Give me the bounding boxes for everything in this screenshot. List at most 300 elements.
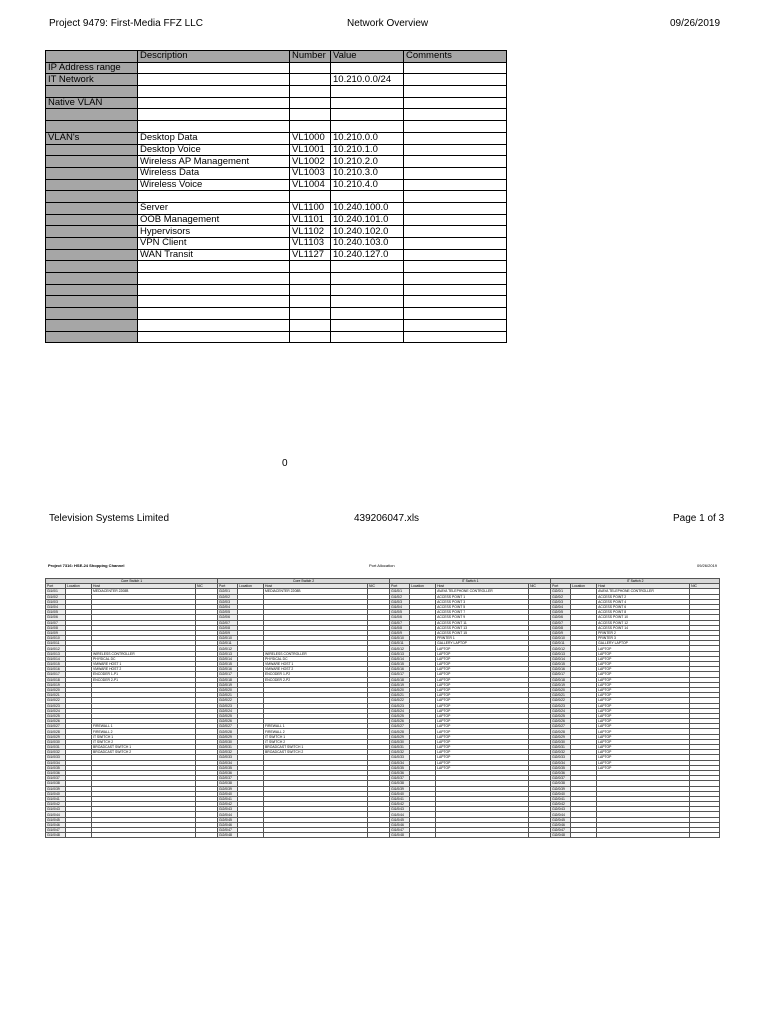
cell-label	[46, 331, 138, 343]
cell-value	[331, 296, 404, 308]
host-cell: LAPTOP	[597, 708, 690, 713]
port-cell: Gi2/0/40	[551, 791, 571, 796]
port-column-header: Location	[66, 584, 92, 589]
port-column-header: Host	[92, 584, 196, 589]
host-cell: AVAYA TELEPHONE CONTROLLER	[597, 589, 690, 594]
host-cell: LAPTOP	[597, 693, 690, 698]
port-cell: Gi2/0/41	[218, 796, 238, 801]
port-cell: Gi2/0/27	[551, 724, 571, 729]
host-cell: PHYSICAL DC	[264, 656, 368, 661]
table-row	[46, 144, 507, 156]
port-cell: Gi2/0/17	[551, 672, 571, 677]
host-cell: LAPTOP	[436, 703, 529, 708]
port-cell: Gi1/0/14	[46, 656, 66, 661]
port-cell: Gi2/0/4	[551, 604, 571, 609]
port-cell: Gi2/0/19	[218, 682, 238, 687]
port-cell: Gi1/0/29	[46, 734, 66, 739]
port-cell: Gi2/0/22	[551, 698, 571, 703]
port-cell: Gi2/0/34	[551, 760, 571, 765]
cell-description	[138, 121, 290, 133]
cell-comments	[404, 319, 507, 331]
cell-description: VPN Client	[138, 238, 290, 250]
cell-description: Wireless Data	[138, 167, 290, 179]
port-cell: Gi1/0/10	[46, 636, 66, 641]
cell-description: WAN Transit	[138, 249, 290, 261]
host-cell: ENCODER 1-P2	[264, 672, 368, 677]
port-cell: Gi2/0/27	[218, 724, 238, 729]
port-column-header: Location	[238, 584, 264, 589]
cell-number	[290, 261, 331, 273]
port-cell: Gi1/0/7	[390, 620, 410, 625]
cell-number	[290, 308, 331, 320]
port-cell: Gi2/0/8	[551, 625, 571, 630]
page-header-project: Project 9479: First-Media FFZ LLC	[49, 18, 203, 29]
switch-group-header: Core Switch 2	[218, 579, 390, 584]
port-cell: Gi2/0/10	[218, 636, 238, 641]
port-cell: Gi1/0/33	[390, 755, 410, 760]
port-cell: Gi2/0/3	[218, 599, 238, 604]
port-cell: Gi1/0/38	[390, 781, 410, 786]
host-cell: VMWARE HOST 2	[92, 667, 196, 672]
port-cell: Gi2/0/16	[551, 667, 571, 672]
cell-description	[138, 273, 290, 285]
host-cell: BROADCAST SWITCH 2	[92, 750, 196, 755]
table-row	[46, 121, 507, 133]
port-cell: Gi1/0/39	[390, 786, 410, 791]
host-cell: IT SWITCH 1	[264, 734, 368, 739]
cell-label	[46, 308, 138, 320]
port-cell: Gi1/0/18	[390, 677, 410, 682]
host-cell: BROADCAST SWITCH 2	[264, 750, 368, 755]
port-cell: Gi1/0/1	[390, 589, 410, 594]
port-cell: Gi1/0/31	[46, 745, 66, 750]
port-cell: Gi2/0/35	[551, 765, 571, 770]
cell-description	[138, 319, 290, 331]
port-cell: Gi2/0/24	[218, 708, 238, 713]
table-row	[46, 191, 507, 203]
port-cell: Gi1/0/5	[46, 610, 66, 615]
cell-value: 10.210.4.0	[331, 179, 404, 191]
port-cell: Gi1/0/35	[390, 765, 410, 770]
port-cell: Gi1/0/43	[46, 807, 66, 812]
host-cell: LAPTOP	[597, 703, 690, 708]
port-cell: Gi1/0/15	[46, 662, 66, 667]
port-cell: Gi2/0/32	[218, 750, 238, 755]
host-cell: LAPTOP	[597, 734, 690, 739]
switch-group-header: IT Switch 2	[551, 579, 720, 584]
cell-number	[290, 296, 331, 308]
page-footer-page-number: Page 1 of 3	[673, 513, 725, 524]
port-cell: Gi2/0/44	[551, 812, 571, 817]
table-row	[46, 261, 507, 273]
port-cell: Gi2/0/21	[551, 693, 571, 698]
host-cell	[92, 833, 196, 838]
port-cell: Gi1/0/17	[46, 672, 66, 677]
host-cell: LAPTOP	[597, 724, 690, 729]
port-cell: Gi2/0/28	[551, 729, 571, 734]
port-cell: Gi1/0/6	[46, 615, 66, 620]
host-cell: LAPTOP	[597, 755, 690, 760]
table-row	[46, 214, 507, 226]
host-cell: LAPTOP	[436, 760, 529, 765]
cell-description: Desktop Voice	[138, 144, 290, 156]
port-cell: Gi1/0/41	[390, 796, 410, 801]
cell-comments	[404, 132, 507, 144]
cell-number	[290, 109, 331, 121]
port-cell: Gi1/0/24	[390, 708, 410, 713]
port-cell: Gi2/0/47	[218, 828, 238, 833]
cell-description	[138, 62, 290, 74]
table-header-row	[46, 51, 507, 63]
port-cell: Gi2/0/26	[551, 719, 571, 724]
port-cell: Gi2/0/42	[551, 802, 571, 807]
switch-group-header: Core Switch 1	[46, 579, 218, 584]
port-cell: Gi1/0/19	[390, 682, 410, 687]
cell-description: Desktop Data	[138, 132, 290, 144]
cell-label	[46, 121, 138, 133]
port-cell: Gi2/0/12	[218, 646, 238, 651]
table-row	[46, 249, 507, 261]
host-cell	[436, 833, 529, 838]
host-cell: MEDIACENTER 2208B	[264, 589, 368, 594]
port-cell: Gi2/0/39	[218, 786, 238, 791]
cell-number	[290, 86, 331, 98]
port-cell: Gi1/0/46	[46, 822, 66, 827]
port-cell: Gi2/0/48	[218, 833, 238, 838]
host-cell: LAPTOP	[436, 729, 529, 734]
port-cell: Gi1/0/34	[390, 760, 410, 765]
port-cell: Gi1/0/12	[46, 646, 66, 651]
port-cell: Gi1/0/28	[390, 729, 410, 734]
port-cell: Gi2/0/26	[218, 719, 238, 724]
port-cell: Gi2/0/43	[218, 807, 238, 812]
host-cell: ACCESS POINT 4	[597, 599, 690, 604]
cell-value: 10.240.101.0	[331, 214, 404, 226]
port-cell: Gi2/0/20	[218, 687, 238, 692]
port-cell: Gi1/0/36	[46, 770, 66, 775]
cell-number	[290, 97, 331, 109]
host-cell: ENCODER 2-P2	[264, 677, 368, 682]
host-cell: LAPTOP	[436, 677, 529, 682]
port-cell: Gi1/0/4	[46, 604, 66, 609]
port-cell: Gi2/0/38	[551, 781, 571, 786]
port-column-header: Port	[46, 584, 66, 589]
host-cell: IT SWITCH 1	[92, 734, 196, 739]
port-cell: Gi2/0/15	[551, 662, 571, 667]
cell-value: 10.210.3.0	[331, 167, 404, 179]
port-cell: Gi1/0/18	[46, 677, 66, 682]
host-cell: AVAYA TELEPHONE CONTROLLER	[436, 589, 529, 594]
port-cell: Gi1/0/2	[46, 594, 66, 599]
cell-value: 10.210.0.0/24	[331, 74, 404, 86]
host-cell: LAPTOP	[597, 765, 690, 770]
port-cell: Gi1/0/1	[46, 589, 66, 594]
cell-value	[331, 284, 404, 296]
cell-comments	[404, 249, 507, 261]
port-cell: Gi1/0/40	[46, 791, 66, 796]
host-cell: LAPTOP	[436, 646, 529, 651]
port-cell: Gi1/0/15	[390, 662, 410, 667]
port-cell: Gi2/0/4	[218, 604, 238, 609]
table-row	[46, 296, 507, 308]
table-row	[46, 226, 507, 238]
cell-comments	[404, 273, 507, 285]
cell-label	[46, 156, 138, 168]
port-cell: Gi2/0/7	[218, 620, 238, 625]
port-cell: Gi2/0/44	[218, 812, 238, 817]
host-cell: LAPTOP	[436, 698, 529, 703]
host-cell: LAPTOP	[597, 729, 690, 734]
host-cell: LAPTOP	[597, 651, 690, 656]
page-header-title: Network Overview	[347, 18, 429, 29]
host-cell: LAPTOP	[597, 646, 690, 651]
port-cell: Gi2/0/46	[218, 822, 238, 827]
column-header-number: Number	[290, 51, 331, 63]
cell-number	[290, 191, 331, 203]
host-cell: FIREWALL 2	[92, 729, 196, 734]
port-cell: Gi1/0/30	[390, 739, 410, 744]
port-cell: Gi2/0/36	[551, 770, 571, 775]
cell-description	[138, 261, 290, 273]
table-row	[46, 308, 507, 320]
table-row	[46, 109, 507, 121]
port-cell: Gi2/0/7	[551, 620, 571, 625]
port-row	[46, 833, 720, 838]
host-cell: PRINTER 2	[597, 630, 690, 635]
cell-description: OOB Management	[138, 214, 290, 226]
port-column-header: Port	[551, 584, 571, 589]
port-cell: Gi2/0/9	[218, 630, 238, 635]
port-cell: Gi1/0/45	[46, 817, 66, 822]
host-cell: BROADCAST SWITCH 1	[264, 745, 368, 750]
cell-label	[46, 144, 138, 156]
host-cell: ACCESS POINT 10	[597, 615, 690, 620]
host-cell: ENCODER 1-P1	[92, 672, 196, 677]
nic-cell	[529, 833, 551, 838]
port-cell: Gi1/0/9	[390, 630, 410, 635]
table-row	[46, 179, 507, 191]
port-cell: Gi2/0/14	[551, 656, 571, 661]
port-cell: Gi1/0/36	[390, 770, 410, 775]
port-cell: Gi2/0/12	[551, 646, 571, 651]
port-cell: Gi1/0/34	[46, 760, 66, 765]
cell-comments	[404, 261, 507, 273]
port-cell: Gi1/0/16	[390, 667, 410, 672]
table-row	[46, 156, 507, 168]
cell-value	[331, 308, 404, 320]
host-cell: LAPTOP	[436, 682, 529, 687]
port-cell: Gi1/0/44	[46, 812, 66, 817]
port-cell: Gi2/0/23	[218, 703, 238, 708]
port-column-header: Host	[597, 584, 690, 589]
cell-label	[46, 214, 138, 226]
port-cell: Gi1/0/19	[46, 682, 66, 687]
location-cell	[410, 833, 436, 838]
port-cell: Gi2/0/22	[218, 698, 238, 703]
nic-cell	[368, 833, 390, 838]
port-cell: Gi2/0/14	[218, 656, 238, 661]
port-column-header: Location	[571, 584, 597, 589]
port-cell: Gi1/0/3	[390, 599, 410, 604]
host-cell: LAPTOP	[436, 687, 529, 692]
cell-comments	[404, 238, 507, 250]
port-cell: Gi1/0/20	[390, 687, 410, 692]
host-cell: LAPTOP	[597, 713, 690, 718]
host-cell: LAPTOP	[436, 713, 529, 718]
port-cell: Gi1/0/32	[390, 750, 410, 755]
cell-number	[290, 121, 331, 133]
cell-description: Hypervisors	[138, 226, 290, 238]
table-row	[46, 284, 507, 296]
cell-description	[138, 308, 290, 320]
host-cell: ACCESS POINT 5	[436, 604, 529, 609]
host-cell: LAPTOP	[436, 755, 529, 760]
table-row	[46, 86, 507, 98]
port-cell: Gi2/0/5	[218, 610, 238, 615]
port-cell: Gi2/0/36	[218, 770, 238, 775]
cell-number	[290, 284, 331, 296]
port-cell: Gi1/0/27	[390, 724, 410, 729]
port-cell: Gi2/0/10	[551, 636, 571, 641]
port-cell: Gi2/0/6	[218, 615, 238, 620]
host-cell: GALLERY LAPTOP	[597, 641, 690, 646]
port-cell: Gi2/0/46	[551, 822, 571, 827]
host-cell: FIREWALL 1	[264, 724, 368, 729]
port-cell: Gi2/0/38	[218, 781, 238, 786]
cell-value: 10.210.1.0	[331, 144, 404, 156]
network-overview-table	[45, 50, 507, 343]
port-cell: Gi2/0/2	[218, 594, 238, 599]
port-cell: Gi1/0/13	[46, 651, 66, 656]
table-row	[46, 132, 507, 144]
port-cell: Gi1/0/24	[46, 708, 66, 713]
column-header-description: Description	[138, 51, 290, 63]
cell-number: VL1000	[290, 132, 331, 144]
host-cell: VMWARE HOST 1	[92, 662, 196, 667]
host-cell: LAPTOP	[436, 662, 529, 667]
cell-label	[46, 249, 138, 261]
host-cell: WIRELESS CONTROLLER	[92, 651, 196, 656]
port-column-header: NIC	[529, 584, 551, 589]
port-cell: Gi2/0/30	[551, 739, 571, 744]
host-cell: LAPTOP	[597, 750, 690, 755]
cell-comments	[404, 97, 507, 109]
port-cell: Gi2/0/47	[551, 828, 571, 833]
port-cell: Gi1/0/27	[46, 724, 66, 729]
cell-value: 10.240.100.0	[331, 202, 404, 214]
cell-label	[46, 202, 138, 214]
host-cell: LAPTOP	[597, 745, 690, 750]
host-cell: LAPTOP	[436, 672, 529, 677]
port-cell: Gi1/0/39	[46, 786, 66, 791]
cell-comments	[404, 62, 507, 74]
host-cell	[597, 833, 690, 838]
port-cell: Gi2/0/35	[218, 765, 238, 770]
host-cell: WIRELESS CONTROLLER	[264, 651, 368, 656]
port-cell: Gi1/0/45	[390, 817, 410, 822]
cell-number	[290, 273, 331, 285]
port-column-header: NIC	[368, 584, 390, 589]
host-cell: ACCESS POINT 11	[436, 620, 529, 625]
host-cell: ACCESS POINT 15	[436, 630, 529, 635]
host-cell: ACCESS POINT 1	[436, 594, 529, 599]
cell-number: VL1103	[290, 238, 331, 250]
port-cell: Gi2/0/18	[218, 677, 238, 682]
port-cell: Gi2/0/13	[551, 651, 571, 656]
cell-comments	[404, 156, 507, 168]
cell-description	[138, 191, 290, 203]
port-cell: Gi1/0/17	[390, 672, 410, 677]
port-cell: Gi2/0/34	[218, 760, 238, 765]
host-cell: LAPTOP	[436, 708, 529, 713]
cell-value	[331, 62, 404, 74]
cell-value	[331, 331, 404, 343]
host-cell: BROADCAST SWITCH 1	[92, 745, 196, 750]
port-cell: Gi2/0/33	[551, 755, 571, 760]
port-cell: Gi2/0/40	[218, 791, 238, 796]
port-cell: Gi2/0/25	[551, 713, 571, 718]
cell-comments	[404, 284, 507, 296]
port-column-header: NIC	[196, 584, 218, 589]
host-cell: LAPTOP	[436, 739, 529, 744]
cell-label	[46, 238, 138, 250]
port-cell: Gi1/0/25	[46, 713, 66, 718]
nic-cell	[196, 833, 218, 838]
port-cell: Gi2/0/31	[218, 745, 238, 750]
cell-label: IP Address range	[46, 62, 138, 74]
host-cell: ACCESS POINT 7	[436, 610, 529, 615]
host-cell: LAPTOP	[436, 765, 529, 770]
host-cell: FIREWALL 2	[264, 729, 368, 734]
host-cell: LAPTOP	[597, 656, 690, 661]
column-header-comments: Comments	[404, 51, 507, 63]
host-cell: LAPTOP	[436, 734, 529, 739]
host-cell	[264, 833, 368, 838]
host-cell: LAPTOP	[597, 682, 690, 687]
cell-label	[46, 319, 138, 331]
cell-description: Server	[138, 202, 290, 214]
port-cell: Gi1/0/12	[390, 646, 410, 651]
cell-comments	[404, 121, 507, 133]
nic-cell	[690, 833, 720, 838]
host-cell: LAPTOP	[597, 739, 690, 744]
table-row	[46, 202, 507, 214]
port-cell: Gi1/0/23	[46, 703, 66, 708]
port-cell: Gi1/0/42	[390, 802, 410, 807]
cell-label	[46, 284, 138, 296]
cell-description: Wireless Voice	[138, 179, 290, 191]
cell-value	[331, 86, 404, 98]
port-column-header: Port	[218, 584, 238, 589]
host-cell: LAPTOP	[436, 651, 529, 656]
cell-comments	[404, 214, 507, 226]
port-cell: Gi2/0/16	[218, 667, 238, 672]
cell-value	[331, 261, 404, 273]
port-cell: Gi2/0/24	[551, 708, 571, 713]
cell-comments	[404, 191, 507, 203]
port-cell: Gi1/0/35	[46, 765, 66, 770]
host-cell: VMWARE HOST 1	[264, 662, 368, 667]
switch-group-header: IT Switch 1	[390, 579, 551, 584]
port-cell: Gi2/0/13	[218, 651, 238, 656]
cell-value	[331, 319, 404, 331]
cell-label	[46, 191, 138, 203]
port-cell: Gi1/0/23	[390, 703, 410, 708]
port-cell: Gi1/0/37	[390, 776, 410, 781]
cell-comments	[404, 331, 507, 343]
port-cell: Gi1/0/10	[390, 636, 410, 641]
port-cell: Gi1/0/46	[390, 822, 410, 827]
